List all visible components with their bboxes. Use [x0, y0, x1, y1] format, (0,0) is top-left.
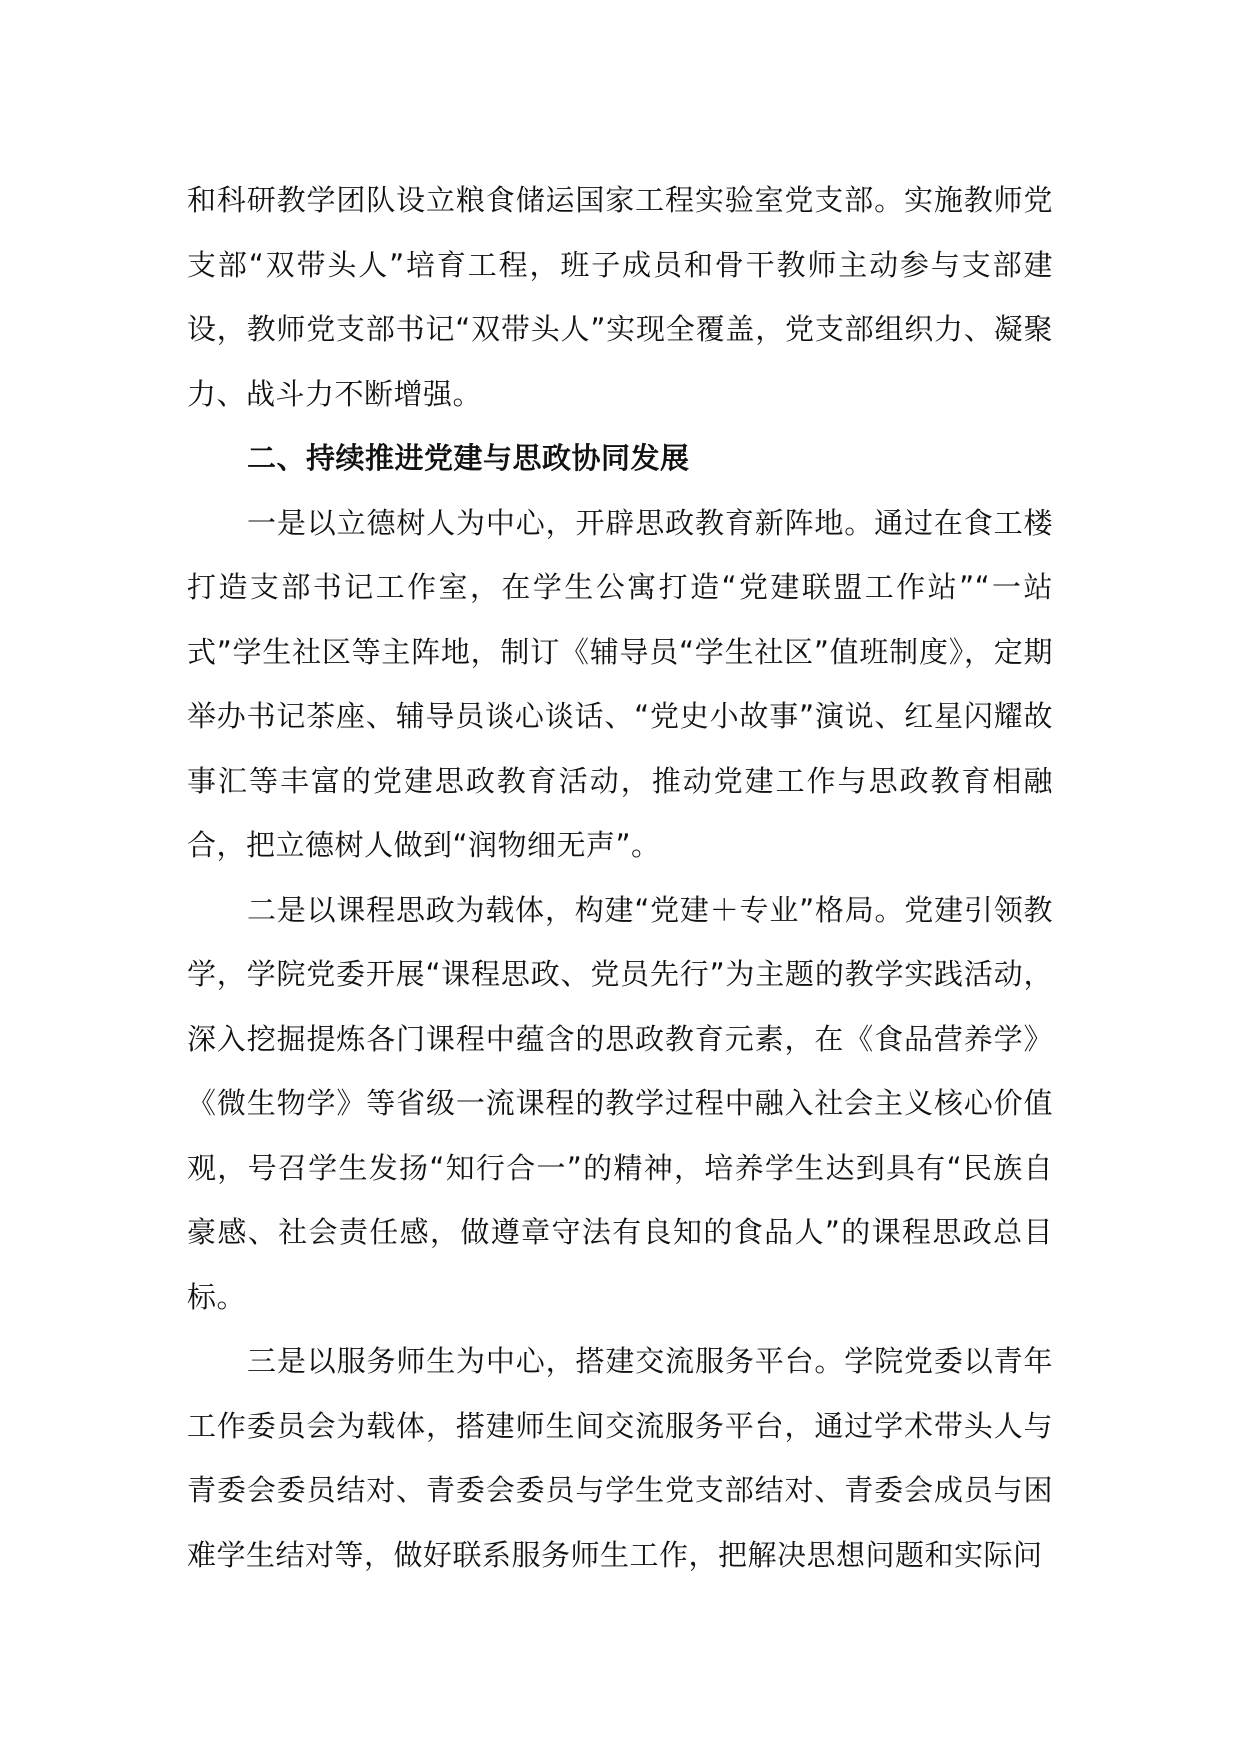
document-body	[187, 168, 1053, 1587]
paragraph-continued: 和科研教学团队设立粮食储运国家工程实验室党支部。实施教师党支部“双带头人”培育工程，班子成员和骨干教师主动参与支部建设，教师党支部书记“双带头人”实现全覆盖，党支部组织力、凝聚力、战斗力不断增强。	[187, 183, 1053, 411]
paragraph-1: 一是以立德树人为中心，开辟思政教育新阵地。通过在食工楼打造支部书记工作室，在学生公寓打造“党建联盟工作站”“一站式”学生社区等主阵地，制订《辅导员“学生社区”值班制度》，定期举办书记茶座、辅导员谈心谈话、“党史小故事”演说、红星闪耀故事汇等丰富的党建思政教育活动，推动党建工作与思政教育相融合，把立德树人做到“润物细无声”。	[187, 505, 1053, 862]
paragraph-2: 二是以课程思政为载体，构建“党建＋专业”格局。党建引领教学，学院党委开展“课程思政、党员先行”为主题的教学实践活动，深入挖掘提炼各门课程中蕴含的思政教育元素，在《食品营养学》《微生物学》等省级一流课程的教学过程中融入社会主义核心价值观，号召学生发扬“知行合一”的精神，培养学生达到具有“民族自豪感、社会责任感，做遵章守法有良知的食品人”的课程思政总目标。	[187, 892, 1053, 1314]
paragraph-3: 三是以服务师生为中心，搭建交流服务平台。学院党委以青年工作委员会为载体，搭建师生间交流服务平台，通过学术带头人与青委会委员结对、青委会委员与学生党支部结对、青委会成员与困难学生结对等，做好联系服务师生工作，把解决思想问题和实际问	[187, 1344, 1053, 1572]
section-heading: 二、持续推进党建与思政协同发展	[247, 441, 690, 475]
